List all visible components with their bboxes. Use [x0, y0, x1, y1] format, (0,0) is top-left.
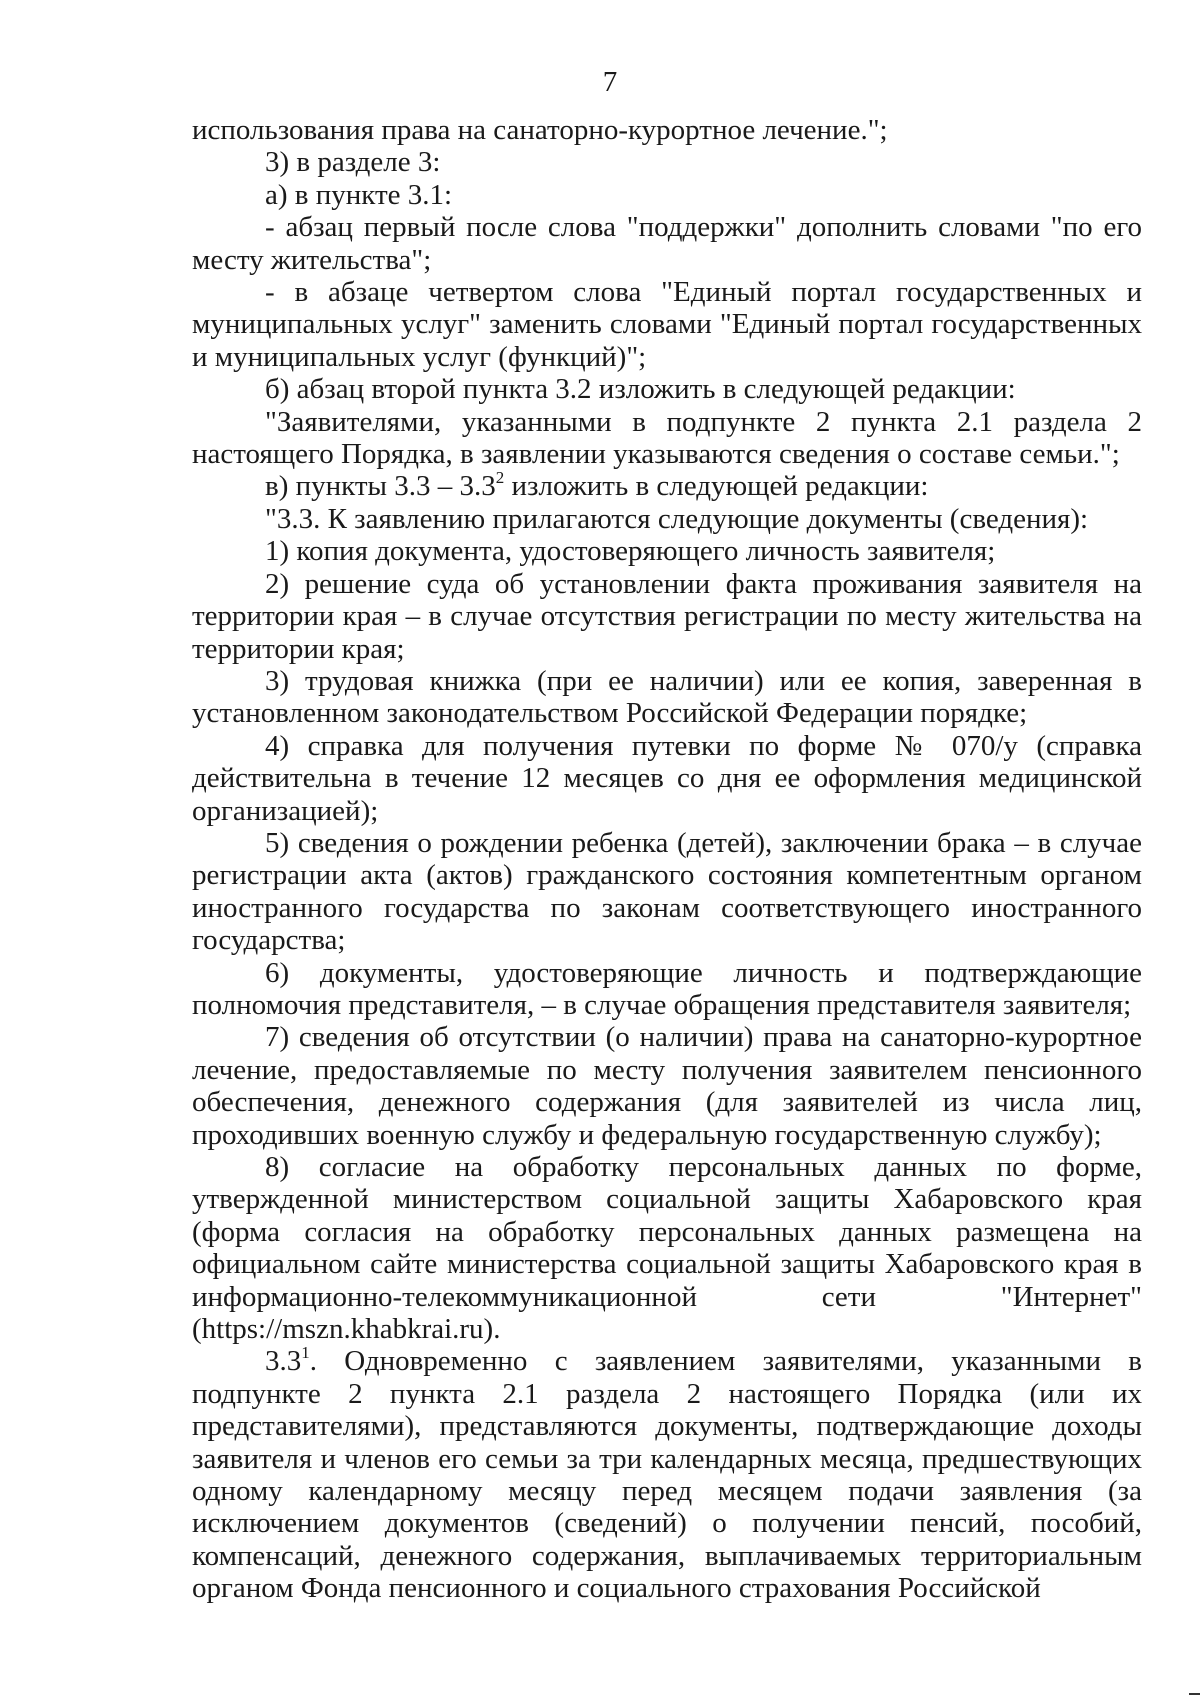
paragraph-3-3-1: [192, 1345, 1142, 1604]
list-item-1: 1) копия документа, удостоверяющего личность заявителя;: [265, 535, 996, 568]
paragraph-point-3-2: б) абзац второй пункта 3.2 изложить в следующей редакции:: [265, 373, 1016, 406]
paragraph-quote-applicants: "Заявителями, указанными в подпункте 2 пункта 2.1 раздела 2 настоящего Порядка, в заявлении указываются сведения о составе семьи.";: [192, 405, 1142, 471]
paragraph-point-3-1: а) в пункте 3.1:: [265, 178, 453, 211]
paragraph-abzac-1: - абзац первый после слова "поддержки" дополнить словами "по его месту жительства";: [192, 211, 1142, 276]
scan-edge-mark: [1189, 1693, 1200, 1695]
superscript-1: 1: [301, 1343, 310, 1363]
list-item-7: 7) сведения об отсутствии (о наличии) права на санаторно-курортное лечение, предоставляемые по месту получения заявителем пенсионного обеспечения, денежного содержания (для заявителей из числа лиц, проходивших военную службу и федеральную государственную службу);: [192, 1021, 1142, 1151]
paragraph-continuation: использования права на санаторно-курортное лечение.";: [192, 114, 888, 146]
paragraph-abzac-4: - в абзаце четвертом слова "Единый портал государственных и муниципальных услуг" заменить словами "Единый портал государственных и муниципальных услуг (функций)";: [192, 276, 1142, 373]
paragraph-section-3: 3) в разделе 3:: [265, 146, 441, 179]
paragraph-points-3-3-text: в) пункты 3.3 – 3.3: [265, 470, 496, 503]
superscript-2: 2: [495, 468, 505, 488]
list-item-6: 6) документы, удостоверяющие личность и подтверждающие полномочия представителя, – в случае обращения представителя заявителя;: [192, 956, 1142, 1021]
list-item-8: 8) согласие на обработку персональных данных по форме, утвержденной министерством социальной защиты Хабаровского края (форма согласия на обработку персональных данных размещена на официальном сайте министерства социальной защиты Хабаровского края в информационно-телекоммуникационной сети "Интернет" (https://mszn.khabkrai.ru).: [192, 1151, 1142, 1346]
paragraph-points-3-3: [192, 470, 1142, 502]
list-item-5: 5) сведения о рождении ребенка (детей), заключении брака – в случае регистрации акта (актов) гражданского состояния компетентным органом иностранного государства по законам соответствующего иностранного государства;: [192, 826, 1142, 957]
list-item-4: 4) справка для получения путевки по форме № 070/у (справка действительна в течение 12 месяцев со дня ее оформления медицинской организацией);: [192, 729, 1142, 827]
page-number: 7: [602, 66, 618, 98]
paragraph-3-3-heading: "3.3. К заявлению прилагаются следующие документы (сведения):: [265, 502, 1089, 535]
list-item-2: 2) решение суда об установлении факта проживания заявителя на территории края – в случае отсутствия регистрации по месту жительства на территории края;: [192, 567, 1142, 665]
list-item-3: 3) трудовая книжка (при ее наличии) или ее копия, заверенная в установленном законодательством Российской Федерации порядке;: [192, 664, 1142, 730]
paragraph-3-3-1-text: . Одновременно с заявлением заявителями, указанными в подпункте 2 пункта 2.1 раздела 2 настоящего Порядка (или их представителями), представляются документы, подтверждающие доходы заявителя и членов его семьи за три календарных месяца, предшествующих одному календарному месяцу перед месяцем подачи заявления (за исключением документов (сведений) о получении пенсий, пособий, компенсаций, денежного содержания, выплачиваемых территориальным органом Фонда пенсионного и социального страхования Российской: [192, 1345, 1142, 1605]
paragraph-3-3-1-number: 3.3: [265, 1345, 302, 1378]
document-body: [192, 114, 1142, 1605]
paragraph-points-3-3-tail: изложить в следующей редакции:: [504, 470, 929, 503]
